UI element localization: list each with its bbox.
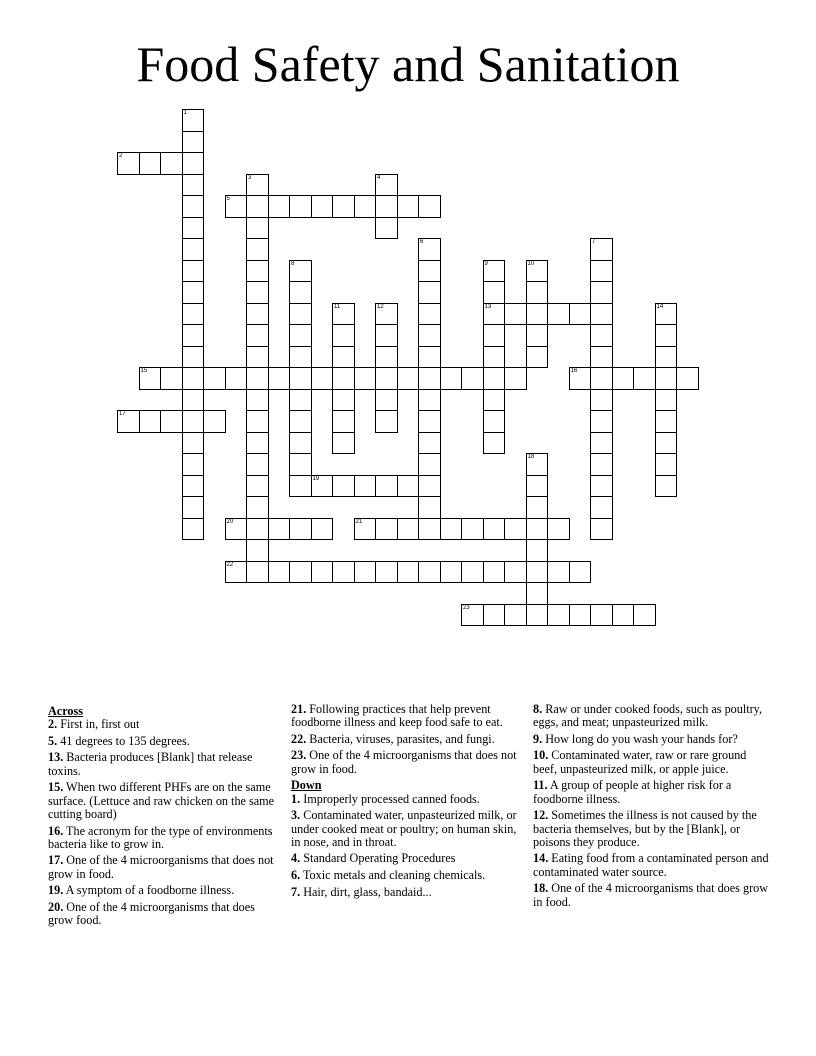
clue-item bbox=[291, 749, 523, 776]
clue-item bbox=[291, 809, 523, 849]
grid-cell[interactable] bbox=[590, 432, 613, 455]
grid-cell[interactable] bbox=[590, 281, 613, 304]
clues-column-3 bbox=[533, 703, 769, 912]
grid-cell[interactable] bbox=[676, 367, 699, 390]
clues-column-2 bbox=[291, 703, 523, 902]
clue-text: One of the 4 microorganisms that does not grow in food. bbox=[48, 853, 274, 881]
grid-cell[interactable] bbox=[289, 410, 312, 433]
grid-cell[interactable] bbox=[246, 539, 269, 562]
clue-number: 6 bbox=[420, 239, 424, 245]
down-heading: Down bbox=[291, 778, 322, 793]
clue-number: 3 bbox=[248, 174, 252, 181]
grid-cell[interactable] bbox=[268, 518, 291, 541]
clue-number: 16 bbox=[570, 368, 578, 374]
grid-cell[interactable] bbox=[375, 367, 398, 390]
grid-cell[interactable] bbox=[526, 475, 549, 498]
grid-cell[interactable] bbox=[655, 453, 678, 476]
grid-cell[interactable] bbox=[246, 432, 269, 455]
grid-cell[interactable] bbox=[311, 195, 334, 218]
grid-cell[interactable] bbox=[483, 604, 506, 627]
clue-number: 13 bbox=[484, 303, 492, 310]
grid-cell[interactable] bbox=[182, 475, 205, 498]
grid-cell[interactable] bbox=[590, 324, 613, 347]
grid-cell[interactable] bbox=[590, 410, 613, 433]
grid-cell[interactable] bbox=[655, 303, 678, 326]
clue-number-label: 14. bbox=[533, 851, 549, 866]
grid-cell[interactable] bbox=[461, 367, 484, 390]
grid-cell[interactable] bbox=[590, 303, 613, 326]
clue-text: Standard Operating Procedures bbox=[300, 851, 456, 866]
grid-cell[interactable] bbox=[397, 475, 420, 498]
grid-cell[interactable] bbox=[311, 367, 334, 390]
grid-cell[interactable] bbox=[418, 324, 441, 347]
grid-cell[interactable] bbox=[547, 604, 570, 627]
clue-item bbox=[533, 749, 769, 776]
clue-text: One of the 4 microorganisms that does grow food. bbox=[48, 899, 255, 928]
clue-item bbox=[48, 854, 276, 881]
grid-cell[interactable] bbox=[418, 496, 441, 519]
grid-cell[interactable] bbox=[182, 109, 205, 132]
grid-cell[interactable] bbox=[289, 518, 312, 541]
grid-cell[interactable] bbox=[246, 389, 269, 412]
grid-cell[interactable] bbox=[655, 367, 678, 390]
grid-cell[interactable] bbox=[182, 432, 205, 455]
clue-text: Hair, dirt, glass, bandaid... bbox=[300, 884, 432, 899]
grid-cell[interactable] bbox=[483, 303, 506, 326]
grid-cell[interactable] bbox=[655, 324, 678, 347]
clue-number-label: 20. bbox=[48, 899, 64, 914]
grid-cell[interactable] bbox=[526, 582, 549, 605]
grid-cell[interactable] bbox=[440, 367, 463, 390]
clue-text: One of the 4 microorganisms that does not grow in food. bbox=[291, 748, 517, 776]
grid-cell[interactable] bbox=[182, 195, 205, 218]
clue-item bbox=[291, 703, 523, 730]
grid-cell[interactable] bbox=[504, 367, 527, 390]
grid-cell[interactable] bbox=[590, 389, 613, 412]
grid-cell[interactable] bbox=[332, 389, 355, 412]
grid-cell[interactable] bbox=[590, 238, 613, 261]
grid-cell[interactable] bbox=[332, 410, 355, 433]
grid-cell[interactable] bbox=[311, 561, 334, 584]
clue-number: 23 bbox=[463, 604, 470, 611]
grid-cell[interactable] bbox=[246, 410, 269, 433]
clue-text: Contaminated water, unpasteurized milk, or under cooked meat or poultry; on human skin, in nose, and in throat. bbox=[291, 808, 517, 849]
grid-cell[interactable] bbox=[246, 195, 269, 218]
clue-item bbox=[48, 781, 276, 821]
grid-cell[interactable] bbox=[160, 152, 183, 175]
grid-cell[interactable] bbox=[117, 152, 140, 175]
grid-cell[interactable] bbox=[246, 367, 269, 390]
grid-cell[interactable] bbox=[246, 238, 269, 261]
grid-cell[interactable] bbox=[569, 367, 592, 390]
grid-cell[interactable] bbox=[225, 367, 248, 390]
clue-number: 21 bbox=[355, 518, 363, 525]
grid-cell[interactable] bbox=[246, 174, 269, 197]
grid-cell[interactable] bbox=[483, 432, 506, 455]
grid-cell[interactable] bbox=[397, 518, 420, 541]
clue-number-label: 10. bbox=[533, 748, 549, 763]
grid-cell[interactable] bbox=[246, 346, 269, 369]
grid-cell[interactable] bbox=[182, 324, 205, 347]
grid-cell[interactable] bbox=[655, 410, 678, 433]
grid-cell[interactable] bbox=[397, 195, 420, 218]
grid-cell[interactable] bbox=[182, 238, 205, 261]
grid-cell[interactable] bbox=[526, 539, 549, 562]
grid-cell[interactable] bbox=[182, 281, 205, 304]
grid-cell[interactable] bbox=[311, 475, 334, 498]
clue-number-label: 5. bbox=[48, 733, 58, 748]
grid-cell[interactable] bbox=[160, 410, 183, 433]
grid-cell[interactable] bbox=[246, 217, 269, 240]
grid-cell[interactable] bbox=[246, 303, 269, 326]
grid-cell[interactable] bbox=[203, 367, 226, 390]
clue-number-label: 2. bbox=[48, 717, 58, 732]
grid-cell[interactable] bbox=[225, 518, 248, 541]
grid-cell[interactable] bbox=[526, 260, 549, 283]
clue-number-label: 6. bbox=[291, 868, 301, 883]
grid-cell[interactable] bbox=[590, 453, 613, 476]
grid-cell[interactable] bbox=[569, 303, 592, 326]
clue-item bbox=[48, 825, 276, 852]
grid-cell[interactable] bbox=[332, 324, 355, 347]
clue-number-label: 9. bbox=[533, 731, 543, 746]
clue-text: First in, first out bbox=[57, 717, 140, 732]
grid-cell[interactable] bbox=[440, 561, 463, 584]
grid-cell[interactable] bbox=[375, 561, 398, 584]
grid-cell[interactable] bbox=[590, 346, 613, 369]
grid-cell[interactable] bbox=[612, 367, 635, 390]
clue-item bbox=[291, 793, 523, 806]
clue-number-label: 19. bbox=[48, 883, 64, 898]
grid-cell[interactable] bbox=[182, 217, 205, 240]
clue-number: 11 bbox=[334, 303, 341, 310]
clue-item bbox=[48, 735, 276, 748]
grid-cell[interactable] bbox=[225, 195, 248, 218]
grid-cell[interactable] bbox=[633, 367, 656, 390]
grid-cell[interactable] bbox=[418, 389, 441, 412]
grid-cell[interactable] bbox=[332, 303, 355, 326]
clue-item bbox=[48, 718, 276, 731]
grid-cell[interactable] bbox=[526, 604, 549, 627]
grid-cell[interactable] bbox=[590, 475, 613, 498]
grid-cell[interactable] bbox=[182, 303, 205, 326]
grid-cell[interactable] bbox=[375, 518, 398, 541]
clue-text: Sometimes the illness is not caused by the bacteria themselves, but by the [Blank], or poisons they produce. bbox=[533, 808, 757, 849]
grid-cell[interactable] bbox=[311, 518, 334, 541]
grid-cell[interactable] bbox=[483, 518, 506, 541]
grid-cell[interactable] bbox=[268, 367, 291, 390]
grid-cell[interactable] bbox=[375, 324, 398, 347]
grid-cell[interactable] bbox=[139, 410, 162, 433]
grid-cell[interactable] bbox=[332, 195, 355, 218]
clue-number: 14 bbox=[656, 303, 664, 310]
puzzle-title: Food Safety and Sanitation bbox=[136, 36, 680, 92]
grid-cell[interactable] bbox=[418, 475, 441, 498]
grid-cell[interactable] bbox=[289, 260, 312, 283]
grid-cell[interactable] bbox=[483, 346, 506, 369]
grid-cell[interactable] bbox=[354, 367, 377, 390]
grid-cell[interactable] bbox=[289, 367, 312, 390]
grid-cell[interactable] bbox=[332, 367, 355, 390]
grid-cell[interactable] bbox=[182, 410, 205, 433]
grid-cell[interactable] bbox=[397, 367, 420, 390]
clue-text: Following practices that help prevent foodborne illness and keep food safe to eat. bbox=[291, 702, 503, 730]
clue-number-label: 13. bbox=[48, 750, 64, 765]
grid-cell[interactable] bbox=[332, 432, 355, 455]
grid-cell[interactable] bbox=[633, 604, 656, 627]
clue-number: 1 bbox=[183, 110, 187, 116]
grid-cell[interactable] bbox=[289, 475, 312, 498]
grid-cell[interactable] bbox=[289, 195, 312, 218]
clue-item bbox=[48, 901, 276, 928]
grid-cell[interactable] bbox=[483, 260, 506, 283]
grid-cell[interactable] bbox=[354, 195, 377, 218]
grid-cell[interactable] bbox=[268, 195, 291, 218]
clue-number-label: 11. bbox=[533, 778, 548, 793]
clue-number: 9 bbox=[484, 260, 488, 267]
clue-number: 18 bbox=[527, 454, 535, 460]
clue-text: One of the 4 microorganisms that does grow in food. bbox=[533, 881, 769, 909]
grid-cell[interactable] bbox=[418, 260, 441, 283]
grid-cell[interactable] bbox=[139, 152, 162, 175]
grid-cell[interactable] bbox=[526, 518, 549, 541]
grid-cell[interactable] bbox=[590, 367, 613, 390]
grid-cell[interactable] bbox=[375, 410, 398, 433]
grid-cell[interactable] bbox=[246, 475, 269, 498]
grid-cell[interactable] bbox=[547, 561, 570, 584]
grid-cell[interactable] bbox=[418, 195, 441, 218]
grid-cell[interactable] bbox=[289, 324, 312, 347]
grid-cell[interactable] bbox=[246, 453, 269, 476]
grid-cell[interactable] bbox=[117, 410, 140, 433]
grid-cell[interactable] bbox=[526, 496, 549, 519]
grid-cell[interactable] bbox=[590, 518, 613, 541]
grid-cell[interactable] bbox=[526, 281, 549, 304]
grid-cell[interactable] bbox=[483, 324, 506, 347]
grid-cell[interactable] bbox=[655, 475, 678, 498]
clue-text: Eating food from a contaminated person and contaminated water source. bbox=[533, 851, 769, 879]
grid-cell[interactable] bbox=[526, 303, 549, 326]
clue-number-label: 23. bbox=[291, 748, 307, 763]
grid-cell[interactable] bbox=[483, 367, 506, 390]
clue-item bbox=[533, 882, 769, 909]
clue-number-label: 4. bbox=[291, 851, 301, 866]
grid-cell[interactable] bbox=[375, 303, 398, 326]
clue-number: 10 bbox=[527, 260, 535, 267]
clue-number-label: 21. bbox=[291, 702, 307, 716]
grid-cell[interactable] bbox=[332, 561, 355, 584]
clue-text: Improperly processed canned foods. bbox=[300, 791, 480, 806]
clue-text: The acronym for the type of environments bacteria like to grow in. bbox=[48, 823, 273, 851]
clue-number-label: 18. bbox=[533, 881, 549, 896]
across-heading: Across bbox=[48, 704, 83, 718]
grid-cell[interactable] bbox=[182, 496, 205, 519]
grid-cell[interactable] bbox=[182, 260, 205, 283]
clue-number: 22 bbox=[226, 561, 234, 568]
clue-number-label: 8. bbox=[533, 702, 543, 716]
clue-text: Raw or under cooked foods, such as poultry, eggs, and meat; unpasteurized milk. bbox=[533, 702, 763, 730]
grid-cell[interactable] bbox=[375, 346, 398, 369]
grid-cell[interactable] bbox=[569, 604, 592, 627]
grid-cell[interactable] bbox=[182, 389, 205, 412]
grid-cell[interactable] bbox=[655, 346, 678, 369]
grid-cell[interactable] bbox=[547, 518, 570, 541]
grid-cell[interactable] bbox=[375, 475, 398, 498]
clue-number: 8 bbox=[291, 260, 295, 267]
grid-cell[interactable] bbox=[289, 453, 312, 476]
grid-cell[interactable] bbox=[504, 518, 527, 541]
clue-text: Contaminated water, raw or rare ground beef, unpasteurized milk, or apple juice. bbox=[533, 748, 747, 776]
grid-cell[interactable] bbox=[182, 152, 205, 175]
grid-cell[interactable] bbox=[182, 367, 205, 390]
grid-cell[interactable] bbox=[246, 260, 269, 283]
grid-cell[interactable] bbox=[225, 561, 248, 584]
clue-number-label: 1. bbox=[291, 791, 301, 806]
clue-number: 2 bbox=[119, 153, 123, 159]
grid-cell[interactable] bbox=[440, 518, 463, 541]
clue-number-label: 7. bbox=[291, 884, 301, 899]
clue-text: How long do you wash your hands for? bbox=[542, 731, 738, 746]
clue-number-label: 16. bbox=[48, 823, 64, 838]
clue-number: 17 bbox=[119, 411, 126, 417]
clue-number-label: 17. bbox=[48, 853, 64, 868]
clue-number-label: 12. bbox=[533, 808, 549, 823]
clue-item bbox=[291, 886, 523, 899]
grid-cell[interactable] bbox=[655, 389, 678, 412]
grid-cell[interactable] bbox=[289, 281, 312, 304]
grid-cell[interactable] bbox=[182, 453, 205, 476]
grid-cell[interactable] bbox=[203, 410, 226, 433]
clues-column-1 bbox=[48, 703, 276, 931]
clue-item bbox=[291, 852, 523, 865]
grid-cell[interactable] bbox=[246, 518, 269, 541]
grid-cell[interactable] bbox=[268, 561, 291, 584]
grid-cell[interactable] bbox=[483, 561, 506, 584]
grid-cell[interactable] bbox=[289, 561, 312, 584]
grid-cell[interactable] bbox=[332, 475, 355, 498]
grid-cell[interactable] bbox=[504, 561, 527, 584]
grid-cell[interactable] bbox=[461, 561, 484, 584]
grid-cell[interactable] bbox=[139, 367, 162, 390]
grid-cell[interactable] bbox=[526, 561, 549, 584]
clue-text: Bacteria, viruses, parasites, and fungi. bbox=[306, 731, 495, 746]
grid-cell[interactable] bbox=[612, 604, 635, 627]
grid-cell[interactable] bbox=[397, 561, 420, 584]
grid-cell[interactable] bbox=[418, 303, 441, 326]
grid-cell[interactable] bbox=[246, 281, 269, 304]
clue-item bbox=[533, 703, 769, 730]
grid-cell[interactable] bbox=[375, 174, 398, 197]
grid-cell[interactable] bbox=[182, 131, 205, 154]
grid-cell[interactable] bbox=[354, 475, 377, 498]
grid-cell[interactable] bbox=[182, 174, 205, 197]
grid-cell[interactable] bbox=[289, 303, 312, 326]
grid-cell[interactable] bbox=[418, 518, 441, 541]
grid-cell[interactable] bbox=[418, 561, 441, 584]
grid-cell[interactable] bbox=[569, 561, 592, 584]
clue-item bbox=[533, 779, 769, 806]
clue-number: 20 bbox=[226, 518, 234, 525]
grid-cell[interactable] bbox=[182, 346, 205, 369]
clue-item bbox=[533, 852, 769, 879]
grid-cell[interactable] bbox=[418, 367, 441, 390]
clue-number: 5 bbox=[226, 196, 230, 202]
grid-cell[interactable] bbox=[461, 518, 484, 541]
clue-number-label: 22. bbox=[291, 731, 307, 746]
clue-item bbox=[533, 733, 769, 746]
grid-cell[interactable] bbox=[418, 432, 441, 455]
grid-cell[interactable] bbox=[504, 303, 527, 326]
grid-cell[interactable] bbox=[590, 604, 613, 627]
clue-text: A symptom of a foodborne illness. bbox=[63, 883, 235, 898]
grid-cell[interactable] bbox=[483, 389, 506, 412]
grid-cell[interactable] bbox=[590, 260, 613, 283]
grid-cell[interactable] bbox=[289, 346, 312, 369]
clue-text: Bacteria produces [Blank] that release toxins. bbox=[48, 750, 253, 778]
clue-number: 12 bbox=[377, 303, 384, 310]
clue-number-label: 3. bbox=[291, 808, 301, 823]
clue-text: Toxic metals and cleaning chemicals. bbox=[300, 868, 486, 883]
grid-cell[interactable] bbox=[483, 281, 506, 304]
grid-cell[interactable] bbox=[504, 604, 527, 627]
grid-cell[interactable] bbox=[354, 561, 377, 584]
grid-cell[interactable] bbox=[418, 453, 441, 476]
grid-cell[interactable] bbox=[655, 432, 678, 455]
grid-cell[interactable] bbox=[590, 496, 613, 519]
grid-cell[interactable] bbox=[246, 324, 269, 347]
grid-cell[interactable] bbox=[182, 518, 205, 541]
grid-cell[interactable] bbox=[547, 303, 570, 326]
grid-cell[interactable] bbox=[418, 346, 441, 369]
clue-number: 15 bbox=[140, 368, 148, 374]
grid-cell[interactable] bbox=[461, 604, 484, 627]
grid-cell[interactable] bbox=[526, 453, 549, 476]
grid-cell[interactable] bbox=[483, 410, 506, 433]
clue-number: 19 bbox=[312, 475, 320, 482]
grid-cell[interactable] bbox=[526, 324, 549, 347]
grid-cell[interactable] bbox=[375, 389, 398, 412]
grid-cell[interactable] bbox=[526, 346, 549, 369]
grid-cell[interactable] bbox=[160, 367, 183, 390]
clue-item bbox=[533, 809, 769, 849]
clue-item bbox=[291, 733, 523, 746]
clue-text: 41 degrees to 135 degrees. bbox=[57, 733, 190, 748]
clue-item bbox=[48, 751, 276, 778]
clue-number-label: 15. bbox=[48, 780, 64, 795]
clue-item bbox=[291, 869, 523, 882]
clue-text: A group of people at higher risk for a foodborne illness. bbox=[533, 778, 732, 806]
grid-cell[interactable] bbox=[375, 217, 398, 240]
clue-number: 4 bbox=[377, 174, 381, 181]
grid-cell[interactable] bbox=[418, 238, 441, 261]
grid-cell[interactable] bbox=[289, 389, 312, 412]
clue-item bbox=[48, 884, 276, 897]
grid-cell[interactable] bbox=[354, 518, 377, 541]
grid-cell[interactable] bbox=[418, 410, 441, 433]
grid-cell[interactable] bbox=[375, 195, 398, 218]
grid-cell[interactable] bbox=[246, 561, 269, 584]
grid-cell[interactable] bbox=[246, 496, 269, 519]
grid-cell[interactable] bbox=[332, 346, 355, 369]
grid-cell[interactable] bbox=[418, 281, 441, 304]
clue-number: 7 bbox=[592, 239, 596, 245]
grid-cell[interactable] bbox=[289, 432, 312, 455]
clue-text: When two different PHFs are on the same surface. (Lettuce and raw chicken on the same cutting board) bbox=[48, 780, 275, 821]
